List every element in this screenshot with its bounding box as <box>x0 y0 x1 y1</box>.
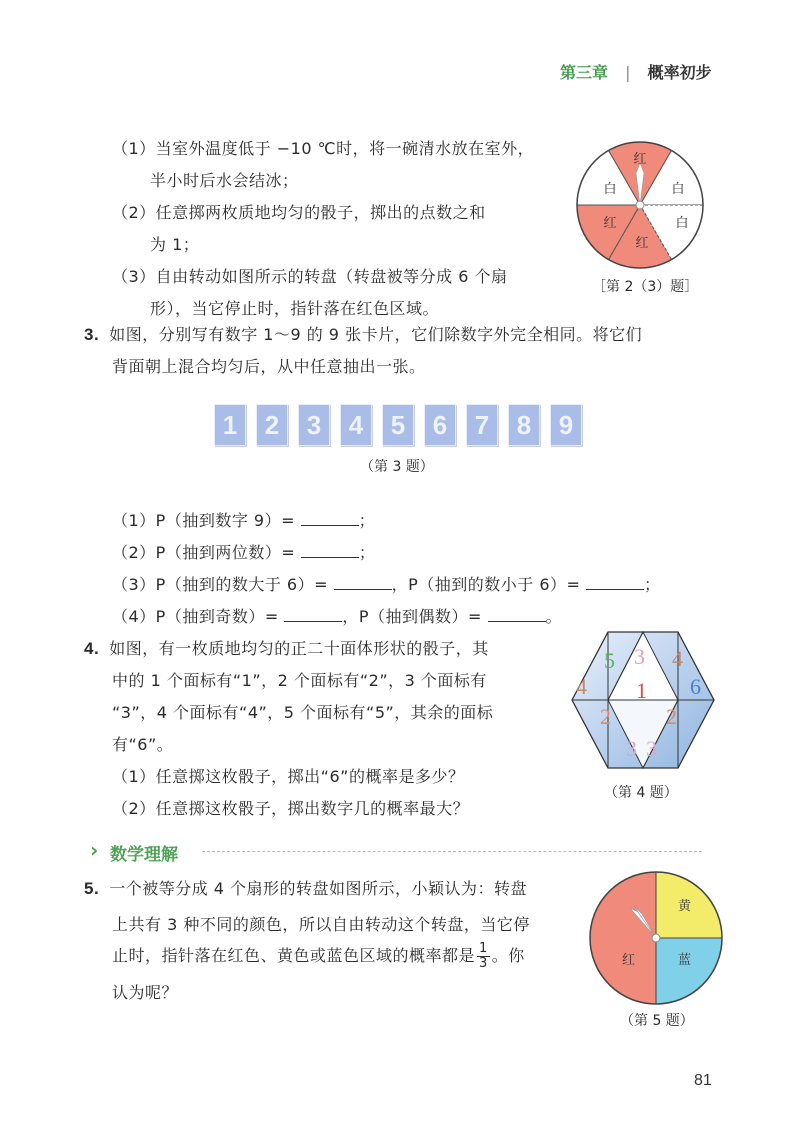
page-number: 81 <box>694 1072 712 1089</box>
die-face-number: 3 <box>646 736 657 761</box>
number-card: 7 <box>466 404 498 446</box>
answer-blank[interactable] <box>301 543 359 558</box>
number-card: 9 <box>550 404 582 446</box>
sector-label: 红 <box>622 953 636 968</box>
die-face-number: 3 <box>634 644 645 669</box>
die-face-number: 4 <box>576 674 587 699</box>
q3-caption: （第 3 题） <box>360 459 434 475</box>
q5-line2: 上共有 3 种不同的颜色，所以自由转动这个转盘，当它停 <box>112 915 530 934</box>
number-card: 5 <box>382 404 414 446</box>
q2-item3: （3）自由转动如图所示的转盘（转盘被等分成 6 个扇 <box>112 267 508 286</box>
number-card: 2 <box>256 404 288 446</box>
sector-label: 红 <box>633 152 647 167</box>
section-header <box>90 838 720 864</box>
answer-blank[interactable] <box>334 575 392 590</box>
die-face-number: 6 <box>690 674 701 699</box>
die-face-number: 2 <box>666 704 677 729</box>
answer-blank[interactable] <box>488 607 546 622</box>
q4-line4: 有“6”。 <box>112 735 174 754</box>
q2-item1-cont: 半小时后水会结冰； <box>150 171 299 190</box>
answer-blank[interactable] <box>586 575 644 590</box>
q5-line4: 认为呢？ <box>112 983 179 1002</box>
chapter-title: 概率初步 <box>647 63 712 82</box>
q4-line1: 4. 如图，有一枚质地均匀的正二十面体形状的骰子，其 <box>84 639 489 658</box>
die-face-number: 4 <box>672 646 683 671</box>
spinner-four-sectors <box>586 868 726 1008</box>
number-card: 6 <box>424 404 456 446</box>
q5-caption: （第 5 题） <box>620 1013 694 1029</box>
section-divider <box>202 851 702 852</box>
q5-line1: 5. 一个被等分成 4 个扇形的转盘如图所示，小颖认为：转盘 <box>84 879 528 898</box>
answer-blank[interactable] <box>284 607 342 622</box>
q4-sub2: （2）任意掷这枚骰子，掷出数字几的概率最大？ <box>112 799 470 818</box>
q3-line2: 背面朝上混合均匀后，从中任意抽出一张。 <box>112 357 426 376</box>
q3-number: 3. <box>84 325 100 344</box>
spinner1-caption: ［第 2（3）题］ <box>592 279 699 295</box>
q5-number: 5. <box>84 879 100 898</box>
sector-label: 黄 <box>678 899 692 914</box>
q4-sub1: （1）任意掷这枚骰子，掷出“6”的概率是多少？ <box>112 767 465 786</box>
q3-text1: 如图，分别写有数字 1～9 的 9 张卡片，它们除数字外完全相同。将它们 <box>109 325 643 344</box>
q5-line3: 止时，指针落在红色、黄色或蓝色区域的概率都是 $\frac{1}{3}$ 。你 <box>112 941 525 971</box>
q2-item3-cont: 形），当它停止时，指针落在红色区域。 <box>150 299 440 318</box>
fraction-one-third: $\frac{1}{3}$ <box>479 941 488 971</box>
die-face-number: 5 <box>604 648 615 673</box>
sector-label: 白 <box>671 182 685 197</box>
q4-line3: “3”，4 个面标有“4”，5 个面标有“5”，其余的面标 <box>112 703 494 722</box>
chapter-label: 第三章 <box>560 63 609 82</box>
number-card: 3 <box>298 404 330 446</box>
number-card: 1 <box>214 404 246 446</box>
number-card: 4 <box>340 404 372 446</box>
icosahedron-die <box>568 628 718 772</box>
answer-blank[interactable] <box>301 511 359 526</box>
q3-sub1: （1）P（抽到数字 9）= ； <box>112 511 376 530</box>
q2-item2: （2）任意掷两枚质地均匀的骰子，掷出的点数之和 <box>112 203 486 222</box>
sector-label: 红 <box>635 236 649 251</box>
q4-caption: （第 4 题） <box>604 785 678 801</box>
sector-label: 白 <box>603 182 617 197</box>
die-face-number: 1 <box>636 678 647 703</box>
number-card: 8 <box>508 404 540 446</box>
page-header <box>560 60 712 83</box>
die-face-number: 3 <box>626 736 637 761</box>
section-title: 数学理解 <box>110 845 178 865</box>
header-separator: | <box>625 63 631 82</box>
q4-line2: 中的 1 个面标有“1”，2 个面标有“2”，3 个面标有 <box>112 671 487 690</box>
sector-label: 白 <box>675 216 689 231</box>
q3-sub3: （3）P（抽到的数大于 6）= ，P（抽到的数小于 6）= ； <box>112 575 661 594</box>
q2-item2-cont: 为 1； <box>150 235 200 254</box>
q3-sub2: （2）P（抽到两位数）= ； <box>112 543 376 562</box>
q3-line1 <box>84 322 642 345</box>
die-face-number: 2 <box>600 704 611 729</box>
chevron-right-icon: › <box>90 838 99 862</box>
q2-item1: （1）当室外温度低于 −10 ℃时，将一碗清水放在室外， <box>112 139 535 158</box>
q3-sub4: （4）P（抽到奇数）= ，P（抽到偶数）= 。 <box>112 607 563 626</box>
sector-label: 蓝 <box>678 953 692 968</box>
spinner-six-sectors <box>570 135 710 275</box>
sector-label: 红 <box>603 216 617 231</box>
q4-number: 4. <box>84 639 100 658</box>
